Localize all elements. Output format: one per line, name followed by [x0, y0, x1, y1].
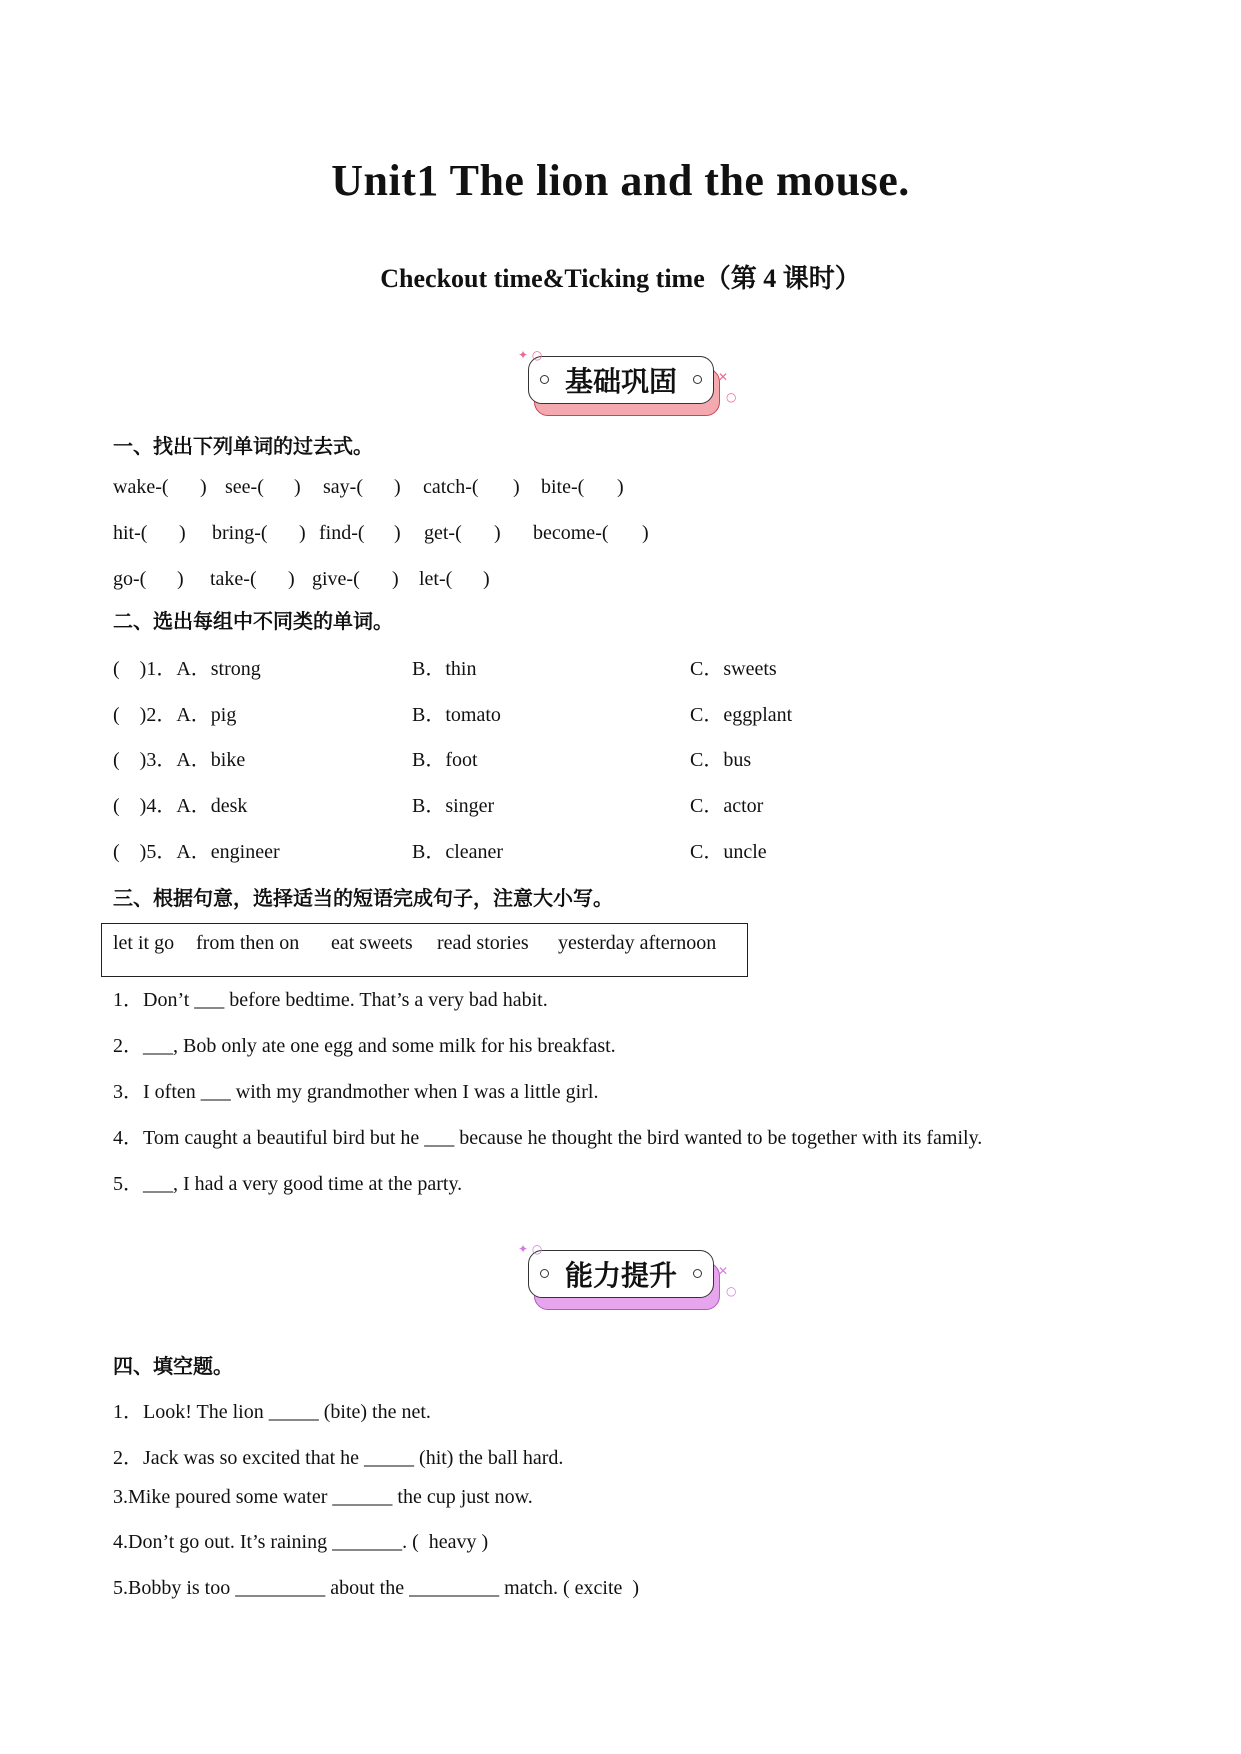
- page-title: Unit1 The lion and the mouse.: [331, 156, 910, 205]
- sentence: 5．___, I had a very good time at the party.: [113, 1173, 463, 1195]
- sparkle-icon: ✦ ○: [518, 348, 543, 362]
- choice-c: C．uncle: [690, 841, 767, 863]
- section-heading: 二、选出每组中不同类的单词。: [113, 609, 393, 633]
- choice-a: ( )1．A．strong: [113, 658, 261, 680]
- sentence: 2．Jack was so excited that he _____ (hit) the ball hard.: [113, 1447, 564, 1469]
- sparkle-icon: ○: [726, 390, 737, 404]
- badge-dot-right: [693, 375, 702, 384]
- sentence: 3.Mike poured some water ______ the cup just now.: [113, 1486, 533, 1508]
- sentence: 1．Look! The lion _____ (bite) the net.: [113, 1401, 431, 1423]
- section-badge-basic: [518, 348, 737, 424]
- sentence: 4.Don’t go out. It’s raining _______. ( heavy ): [113, 1531, 489, 1553]
- choice-c: C．eggplant: [690, 704, 793, 726]
- choice-a: ( )5．A．engineer: [113, 841, 280, 863]
- badge-label: 能力提升: [528, 1250, 714, 1298]
- choice-c: C．sweets: [690, 658, 777, 680]
- choice-b: B．singer: [412, 795, 495, 817]
- choice-a: ( )2．A．pig: [113, 704, 237, 726]
- section-heading: 一、找出下列单词的过去式。: [113, 434, 373, 458]
- sentence: 4．Tom caught a beautiful bird but he ___ because he thought the bird wanted to be together with its family.: [113, 1127, 983, 1149]
- badge-label: 基础巩固: [528, 356, 714, 404]
- phrase: let it go: [113, 932, 175, 954]
- section-heading: 四、填空题。: [113, 1354, 233, 1378]
- choice-b: B．tomato: [412, 704, 501, 726]
- phrase: eat sweets: [331, 932, 413, 954]
- section-badge-advanced: [518, 1242, 737, 1318]
- phrase: from then on: [196, 932, 300, 954]
- sparkle-icon: ○: [726, 1284, 737, 1298]
- choice-b: B．cleaner: [412, 841, 504, 863]
- sparkle-icon: ✕: [718, 1264, 729, 1278]
- page-subtitle: Checkout time&Ticking time（第 4 课时）: [380, 264, 861, 293]
- sentence: 3．I often ___ with my grandmother when I was a little girl.: [113, 1081, 599, 1103]
- badge-dot-left: [540, 375, 549, 384]
- section-heading: 三、根据句意，选择适当的短语完成句子，注意大小写。: [113, 886, 613, 910]
- choice-b: B．thin: [412, 658, 477, 680]
- choice-c: C．actor: [690, 795, 764, 817]
- sentence: 5.Bobby is too _________ about the _________ match. ( excite ): [113, 1577, 640, 1599]
- choice-a: ( )4．A．desk: [113, 795, 248, 817]
- badge-dot-right: [693, 1269, 702, 1278]
- sentence: 1．Don’t ___ before bedtime. That’s a very bad habit.: [113, 989, 548, 1011]
- choice-a: ( )3．A．bike: [113, 749, 246, 771]
- choice-c: C．bus: [690, 749, 752, 771]
- sentence: 2．___, Bob only ate one egg and some milk for his breakfast.: [113, 1035, 616, 1057]
- phrase: yesterday afternoon: [558, 932, 717, 954]
- sparkle-icon: ✕: [718, 370, 729, 384]
- sparkle-icon: ✦ ○: [518, 1242, 543, 1256]
- phrase: read stories: [437, 932, 529, 954]
- badge-dot-left: [540, 1269, 549, 1278]
- choice-b: B．foot: [412, 749, 478, 771]
